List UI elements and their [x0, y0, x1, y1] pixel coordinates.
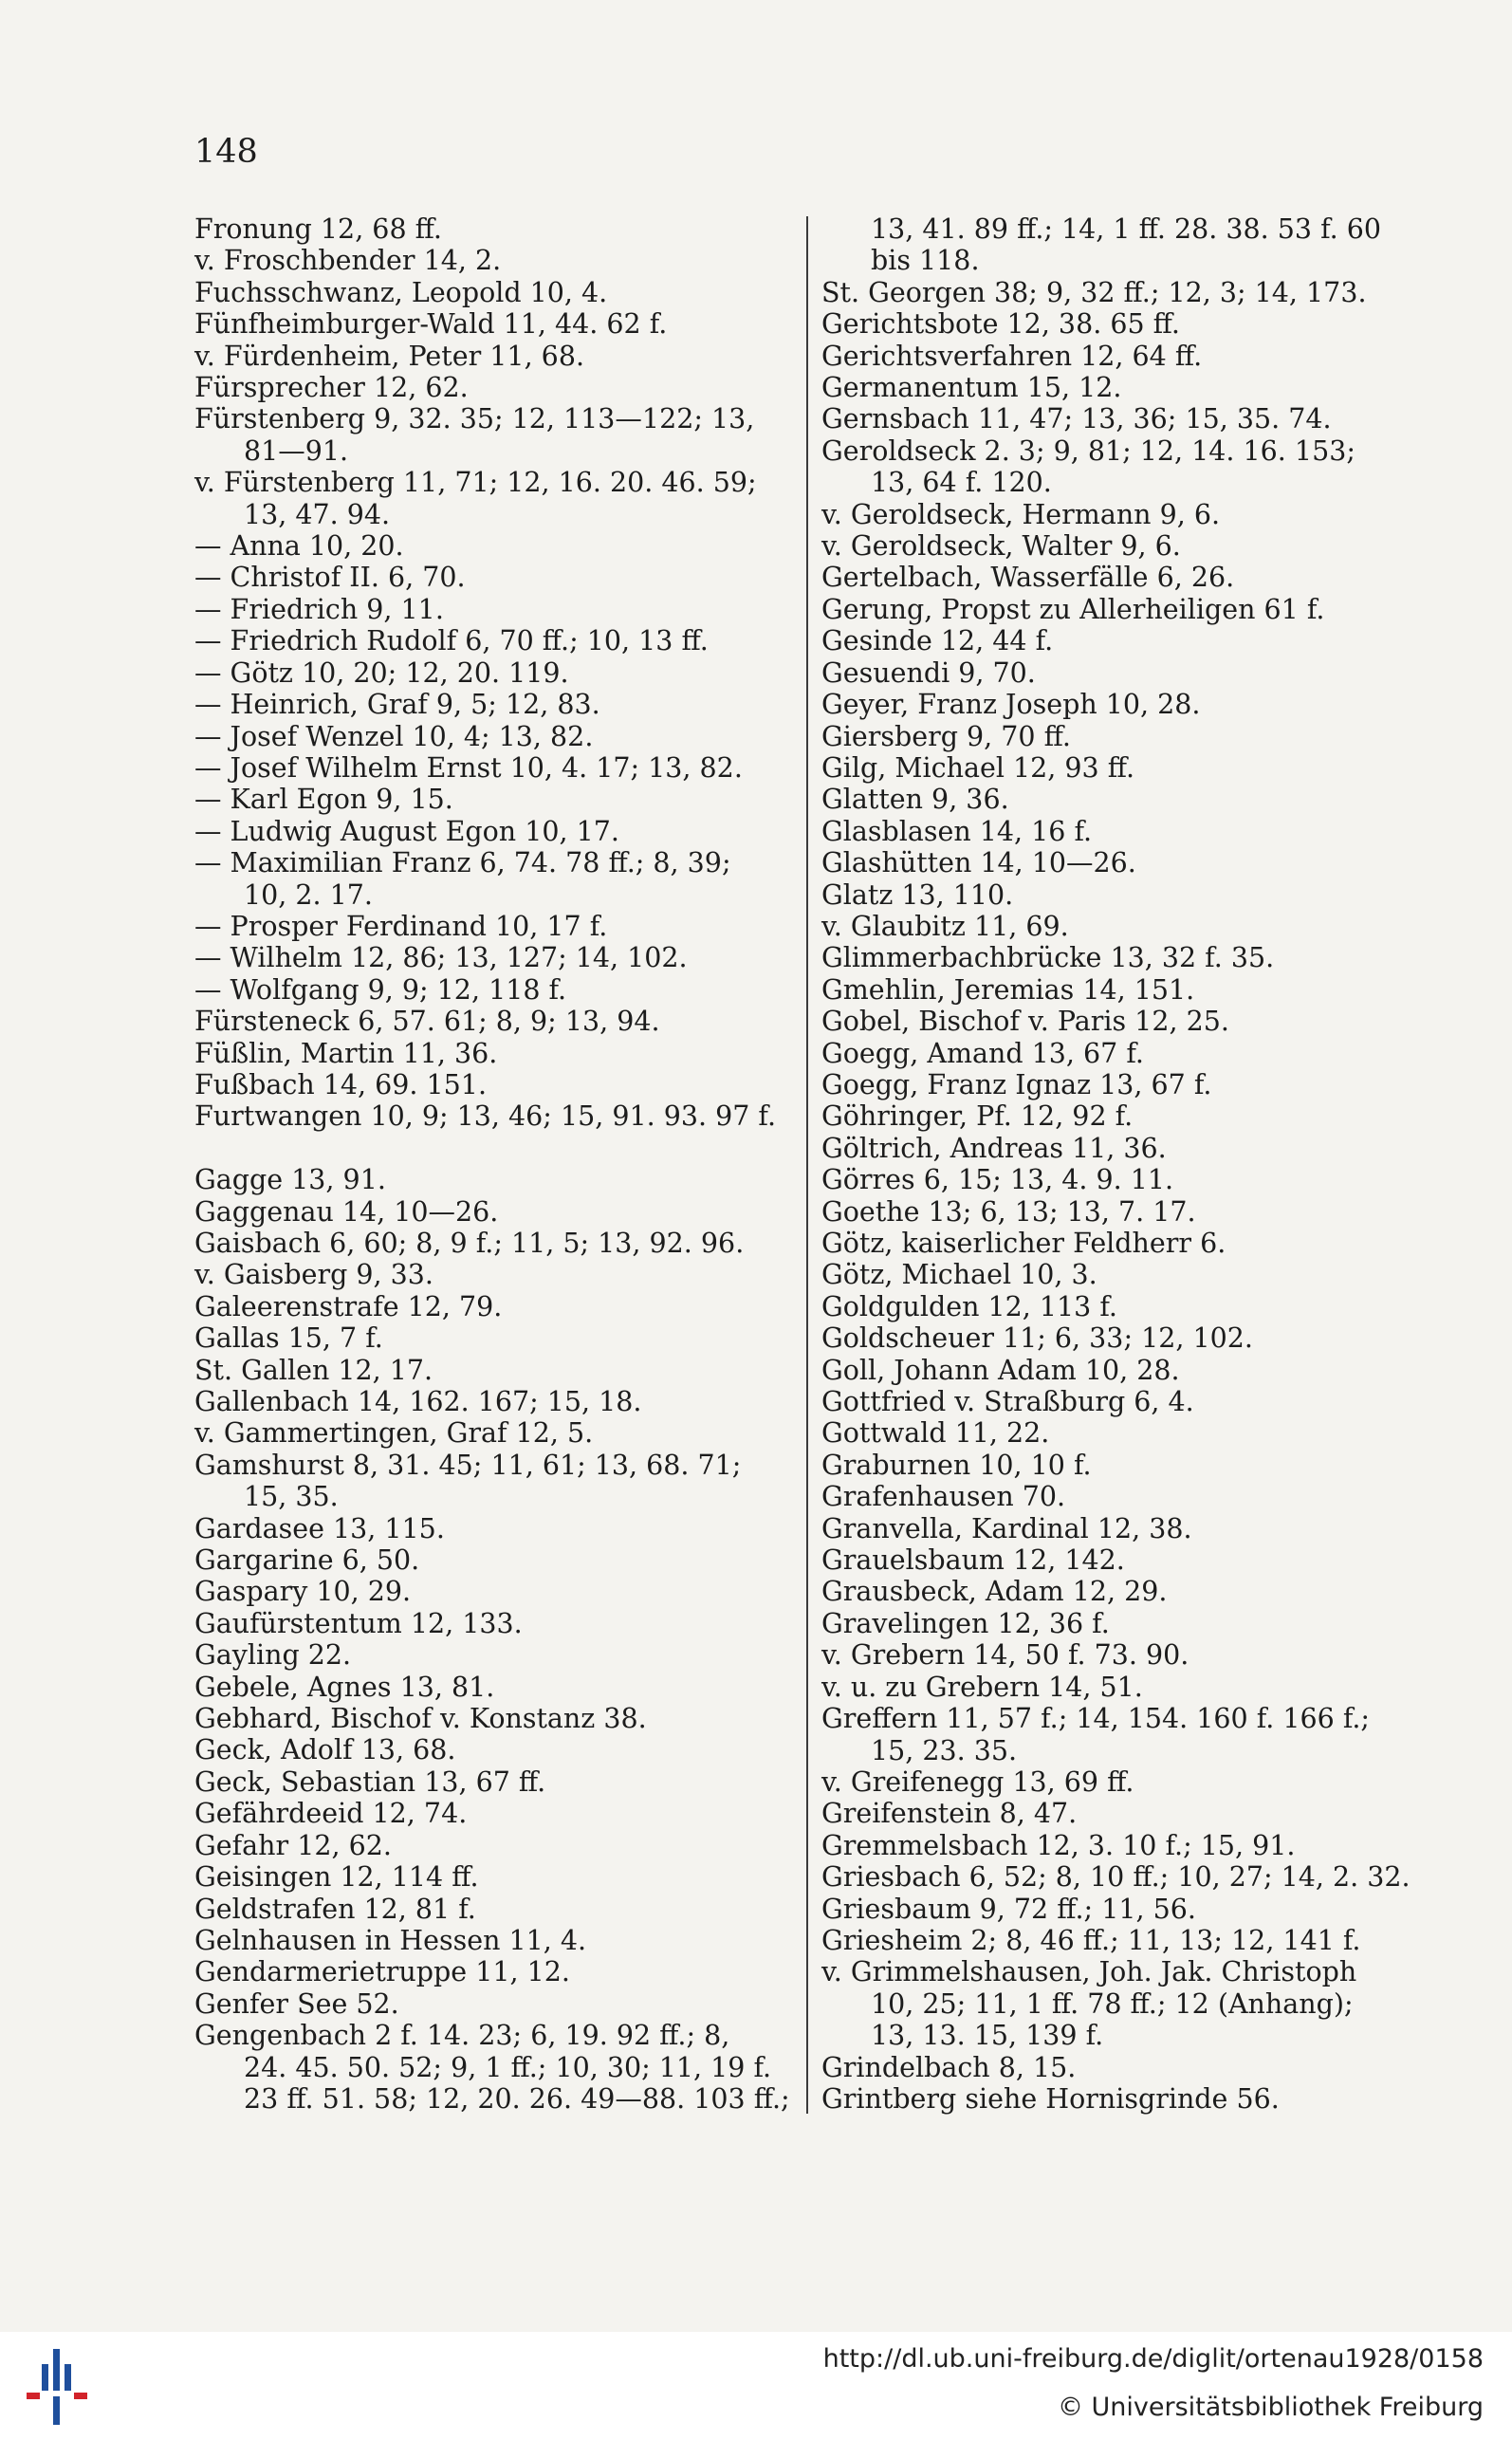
index-entry: Göltrich, Andreas 11, 36. — [821, 1132, 1167, 1164]
index-entry: St. Gallen 12, 17. — [194, 1354, 433, 1386]
index-entry: Galeerenstrafe 12, 79. — [194, 1290, 503, 1322]
index-entry: Grausbeck, Adam 12, 29. — [821, 1576, 1168, 1608]
index-entry: Gottfried v. Straßburg 6, 4. — [821, 1386, 1194, 1418]
index-entry: 81—91. — [244, 434, 349, 467]
index-entry: Gottwald 11, 22. — [821, 1417, 1050, 1450]
index-entry: 10, 2. 17. — [244, 878, 373, 911]
index-entry: Fünfheimburger-Wald 11, 44. 62 f. — [194, 308, 668, 341]
index-entry: Fronung 12, 68 ff. — [194, 213, 442, 245]
index-entry: Gallenbach 14, 162. 167; 15, 18. — [194, 1386, 642, 1418]
index-entry: Goldscheuer 11; 6, 33; 12, 102. — [821, 1322, 1253, 1355]
index-entry: — Wilhelm 12, 86; 13, 127; 14, 102. — [194, 942, 688, 974]
index-entry: v. Fürstenberg 11, 71; 12, 16. 20. 46. 59; — [194, 467, 757, 499]
university-library-logo-icon — [15, 2343, 101, 2429]
index-entry: Grafenhausen 70. — [821, 1481, 1066, 1513]
index-entry: Fürsprecher 12, 62. — [194, 372, 469, 404]
index-entry: Giersberg 9, 70 ff. — [821, 720, 1071, 752]
index-entry: Geroldseck 2. 3; 9, 81; 12, 14. 16. 153; — [821, 434, 1355, 467]
index-entry: Gaufürstentum 12, 133. — [194, 1607, 523, 1639]
index-entry: Grintberg siehe Hornisgrinde 56. — [821, 2082, 1280, 2115]
index-entry: Gelnhausen in Hessen 11, 4. — [194, 1924, 587, 1956]
index-entry: Gremmelsbach 12, 3. 10 f.; 15, 91. — [821, 1829, 1296, 1861]
copyright-notice: © Universitätsbibliothek Freiburg — [1057, 2393, 1484, 2422]
index-entry: St. Georgen 38; 9, 32 ff.; 12, 3; 14, 173. — [821, 276, 1367, 308]
index-entry: v. Grimmelshausen, Joh. Jak. Christoph — [821, 1956, 1357, 1988]
index-entry: — Ludwig August Egon 10, 17. — [194, 815, 619, 847]
index-entry: 15, 23. 35. — [871, 1734, 1018, 1766]
index-entry: — Prosper Ferdinand 10, 17 f. — [194, 910, 608, 942]
index-entry: Gagge 13, 91. — [194, 1164, 386, 1196]
index-entry: Gayling 22. — [194, 1639, 352, 1672]
index-entry: Görres 6, 15; 13, 4. 9. 11. — [821, 1164, 1174, 1196]
index-entry: Gaggenau 14, 10—26. — [194, 1195, 499, 1228]
index-entry: Gravelingen 12, 36 f. — [821, 1607, 1110, 1639]
index-entry: Gamshurst 8, 31. 45; 11, 61; 13, 68. 71; — [194, 1449, 742, 1481]
index-entry: Gebhard, Bischof v. Konstanz 38. — [194, 1703, 647, 1735]
index-entry: Gmehlin, Jeremias 14, 151. — [821, 973, 1195, 1006]
index-entry: Gerichtsverfahren 12, 64 ff. — [821, 340, 1203, 372]
index-entry: 13, 13. 15, 139 f. — [871, 2020, 1104, 2052]
index-entry: Granvella, Kardinal 12, 38. — [821, 1512, 1192, 1544]
index-entry — [194, 1133, 802, 1164]
index-entry: Greffern 11, 57 f.; 14, 154. 160 f. 166 f.; — [821, 1703, 1371, 1735]
index-entry: Germanentum 15, 12. — [821, 372, 1122, 404]
index-entry: v. u. zu Grebern 14, 51. — [821, 1671, 1143, 1703]
index-entry: Grindelbach 8, 15. — [821, 2051, 1077, 2083]
index-entry: — Friedrich 9, 11. — [194, 593, 444, 625]
index-entry: Geisingen 12, 114 ff. — [194, 1861, 479, 1894]
index-entry: Gesuendi 9, 70. — [821, 656, 1036, 689]
index-entry: Goll, Johann Adam 10, 28. — [821, 1354, 1180, 1386]
index-entry: Geldstrafen 12, 81 f. — [194, 1893, 476, 1925]
index-entry: 15, 35. — [244, 1481, 339, 1513]
index-entry: Grauelsbaum 12, 142. — [821, 1544, 1125, 1577]
index-entry: Gesinde 12, 44 f. — [821, 625, 1054, 657]
index-entry: Gerichtsbote 12, 38. 65 ff. — [821, 308, 1180, 341]
index-entry: bis 118. — [871, 245, 980, 277]
index-entry: v. Fürdenheim, Peter 11, 68. — [194, 340, 585, 372]
index-entry: v. Geroldseck, Walter 9, 6. — [821, 530, 1181, 563]
index-entry: Goldgulden 12, 113 f. — [821, 1290, 1117, 1322]
index-column-left — [194, 213, 802, 2115]
index-entry: Gaisbach 6, 60; 8, 9 f.; 11, 5; 13, 92. 96. — [194, 1227, 745, 1259]
index-entry: Gertelbach, Wasserfälle 6, 26. — [821, 562, 1235, 594]
index-entry: Griesheim 2; 8, 46 ff.; 11, 13; 12, 141 f. — [821, 1924, 1361, 1956]
index-entry: Graburnen 10, 10 f. — [821, 1449, 1092, 1481]
index-entry: Glatten 9, 36. — [821, 784, 1009, 816]
index-entry: Geyer, Franz Joseph 10, 28. — [821, 689, 1201, 721]
index-entry: Fuchsschwanz, Leopold 10, 4. — [194, 276, 608, 308]
index-entry: Gilg, Michael 12, 93 ff. — [821, 751, 1135, 784]
index-entry: Greifenstein 8, 47. — [821, 1798, 1078, 1830]
index-entry: — Karl Egon 9, 15. — [194, 784, 453, 816]
index-entry: Fürstenberg 9, 32. 35; 12, 113—122; 13, — [194, 403, 755, 435]
index-entry: Füßlin, Martin 11, 36. — [194, 1037, 498, 1069]
index-entry: Gardasee 13, 115. — [194, 1512, 445, 1544]
index-entry: — Christof II. 6, 70. — [194, 562, 466, 594]
index-entry: 13, 64 f. 120. — [871, 467, 1052, 499]
index-entry: — Anna 10, 20. — [194, 530, 404, 563]
index-entry: Fußbach 14, 69. 151. — [194, 1068, 488, 1100]
index-entry: — Wolfgang 9, 9; 12, 118 f. — [194, 973, 567, 1006]
index-entry: Gendarmerietruppe 11, 12. — [194, 1956, 570, 1988]
index-entry: 13, 41. 89 ff.; 14, 1 ff. 28. 38. 53 f. 60 — [871, 213, 1381, 245]
permalink-url[interactable]: http://dl.ub.uni-freiburg.de/diglit/ortenau1928/0158 — [822, 2344, 1484, 2374]
index-entry: 13, 47. 94. — [244, 498, 391, 530]
index-entry: Goethe 13; 6, 13; 13, 7. 17. — [821, 1195, 1196, 1228]
index-column-right — [821, 213, 1429, 2115]
column-divider — [806, 216, 808, 2114]
index-entry: Goegg, Franz Ignaz 13, 67 f. — [821, 1068, 1212, 1100]
index-entry: Gerung, Propst zu Allerheiligen 61 f. — [821, 593, 1325, 625]
index-entry: v. Glaubitz 11, 69. — [821, 910, 1069, 942]
index-entry: v. Gaisberg 9, 33. — [194, 1259, 433, 1291]
index-entry: v. Greifenegg 13, 69 ff. — [821, 1765, 1134, 1798]
index-entry: v. Grebern 14, 50 f. 73. 90. — [821, 1639, 1189, 1672]
index-entry: Göhringer, Pf. 12, 92 f. — [821, 1100, 1134, 1133]
index-entry: — Josef Wilhelm Ernst 10, 4. 17; 13, 82. — [194, 751, 743, 784]
index-entry: Gefährdeeid 12, 74. — [194, 1798, 468, 1830]
index-entry: Griesbaum 9, 72 ff.; 11, 56. — [821, 1893, 1196, 1925]
index-entry: — Friedrich Rudolf 6, 70 ff.; 10, 13 ff. — [194, 625, 709, 657]
index-entry: Fürsteneck 6, 57. 61; 8, 9; 13, 94. — [194, 1006, 660, 1038]
index-entry: v. Geroldseck, Hermann 9, 6. — [821, 498, 1221, 530]
index-entry: Glasblasen 14, 16 f. — [821, 815, 1093, 847]
index-entry: — Josef Wenzel 10, 4; 13, 82. — [194, 720, 594, 752]
index-entry: Gobel, Bischof v. Paris 12, 25. — [821, 1006, 1229, 1038]
index-entry: 24. 45. 50. 52; 9, 1 ff.; 10, 30; 11, 19 f. — [244, 2051, 772, 2083]
index-entry: Griesbach 6, 52; 8, 10 ff.; 10, 27; 14, 2. 32. — [821, 1861, 1411, 1894]
index-entry: Goegg, Amand 13, 67 f. — [821, 1037, 1144, 1069]
index-entry: Gargarine 6, 50. — [194, 1544, 420, 1577]
index-entry: Gallas 15, 7 f. — [194, 1322, 383, 1355]
index-entry: Gaspary 10, 29. — [194, 1576, 412, 1608]
index-entry: Glimmerbachbrücke 13, 32 f. 35. — [821, 942, 1275, 974]
index-entry: Geck, Adolf 13, 68. — [194, 1734, 456, 1766]
index-entry: Götz, Michael 10, 3. — [821, 1259, 1097, 1291]
index-entry: v. Froschbender 14, 2. — [194, 245, 502, 277]
index-entry: Gengenbach 2 f. 14. 23; 6, 19. 92 ff.; 8, — [194, 2020, 730, 2052]
index-entry: Glashütten 14, 10—26. — [821, 847, 1136, 879]
index-entry: — Heinrich, Graf 9, 5; 12, 83. — [194, 689, 600, 721]
index-entry: 10, 25; 11, 1 ff. 78 ff.; 12 (Anhang); — [871, 1987, 1354, 2020]
index-entry: 23 ff. 51. 58; 12, 20. 26. 49—88. 103 ff.; — [244, 2082, 790, 2115]
index-entry: Gernsbach 11, 47; 13, 36; 15, 35. 74. — [821, 403, 1332, 435]
index-entry: Glatz 13, 110. — [821, 878, 1014, 911]
index-entry: v. Gammertingen, Graf 12, 5. — [194, 1417, 594, 1450]
index-entry: — Götz 10, 20; 12, 20. 119. — [194, 656, 569, 689]
index-entry: Genfer See 52. — [194, 1987, 399, 2020]
index-entry: Furtwangen 10, 9; 13, 46; 15, 91. 93. 97 f. — [194, 1100, 777, 1133]
index-entry: Gefahr 12, 62. — [194, 1829, 392, 1861]
index-entry: Götz, kaiserlicher Feldherr 6. — [821, 1228, 1226, 1259]
index-entry: Geck, Sebastian 13, 67 ff. — [194, 1765, 546, 1798]
index-entry: — Maximilian Franz 6, 74. 78 ff.; 8, 39; — [194, 847, 731, 879]
index-entry: Gebele, Agnes 13, 81. — [194, 1671, 495, 1703]
page-number: 148 — [194, 133, 258, 171]
